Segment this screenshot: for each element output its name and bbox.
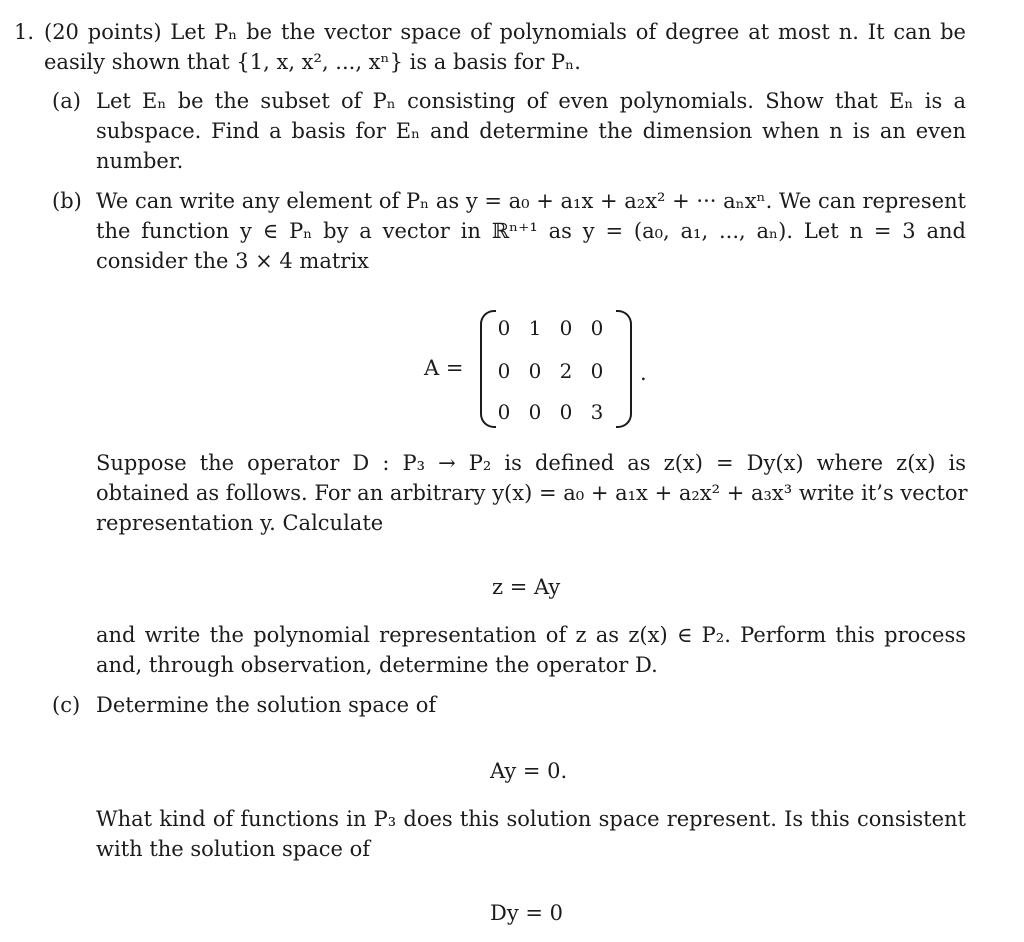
problem-number: 1.	[14, 20, 35, 44]
part-b-operator-line-3: representation y. Calculate	[96, 511, 384, 535]
part-b-line-2: the function y ∈ Pₙ by a vector in ℝⁿ⁺¹ as y = (a₀, a₁, ..., aₙ). Let n = 3 and	[96, 219, 966, 243]
part-a-line-3: number.	[96, 149, 184, 173]
matrix-label: A =	[424, 356, 464, 380]
part-b-operator-line-2: obtained as follows. For an arbitrary y(x) = a₀ + a₁x + a₂x² + a₃x³ write it’s vector	[96, 481, 968, 505]
matrix-cell: 0	[497, 359, 511, 383]
matrix-period: .	[640, 361, 647, 385]
matrix-cell: 0	[497, 400, 511, 424]
part-a-label: (a)	[52, 89, 81, 113]
matrix-cell: 1	[528, 316, 542, 340]
matrix-cell: 2	[559, 359, 573, 383]
matrix-a	[418, 306, 658, 430]
part-a-line-1: Let Eₙ be the subset of Pₙ consisting of even polynomials. Show that Eₙ is a	[96, 89, 966, 113]
part-c-line-2: What kind of functions in P₃ does this solution space represent. Is this consistent	[96, 807, 966, 831]
matrix-cell: 0	[528, 359, 542, 383]
matrix-cell: 0	[528, 400, 542, 424]
part-a-line-2: subspace. Find a basis for Eₙ and determine the dimension when n is an even	[96, 119, 966, 143]
part-b-final-line-2: and, through observation, determine the operator D.	[96, 653, 658, 677]
matrix-cell: 0	[590, 359, 604, 383]
part-b-operator-line-1: Suppose the operator D : P₃ → P₂ is defined as z(x) = Dy(x) where z(x) is	[96, 451, 966, 475]
equation-z-ay: z = Ay	[492, 575, 561, 599]
part-b-label: (b)	[52, 189, 82, 213]
matrix-cell: 0	[559, 316, 573, 340]
matrix-right-paren	[616, 310, 632, 428]
problem-intro-line-1: (20 points) Let Pₙ be the vector space of polynomials of degree at most n. It can be	[44, 20, 966, 44]
problem-intro-line-2: easily shown that {1, x, x², ..., xⁿ} is a basis for Pₙ.	[44, 50, 581, 74]
matrix-cell: 0	[559, 400, 573, 424]
matrix-cell: 3	[590, 400, 604, 424]
part-b-final-line-1: and write the polynomial representation of z as z(x) ∈ P₂. Perform this process	[96, 623, 966, 647]
equation-ay-zero: Ay = 0.	[490, 759, 568, 783]
part-c-line-1: Determine the solution space of	[96, 693, 437, 717]
part-b-line-1: We can write any element of Pₙ as y = a₀ + a₁x + a₂x² + ··· aₙxⁿ. We can represent	[96, 189, 966, 213]
matrix-cell: 0	[497, 316, 511, 340]
part-c-label: (c)	[52, 693, 81, 717]
part-c-line-3: with the solution space of	[96, 837, 371, 861]
matrix-cell: 0	[590, 316, 604, 340]
equation-dy-zero: Dy = 0	[490, 901, 564, 925]
part-b-line-3: consider the 3 × 4 matrix	[96, 249, 369, 273]
